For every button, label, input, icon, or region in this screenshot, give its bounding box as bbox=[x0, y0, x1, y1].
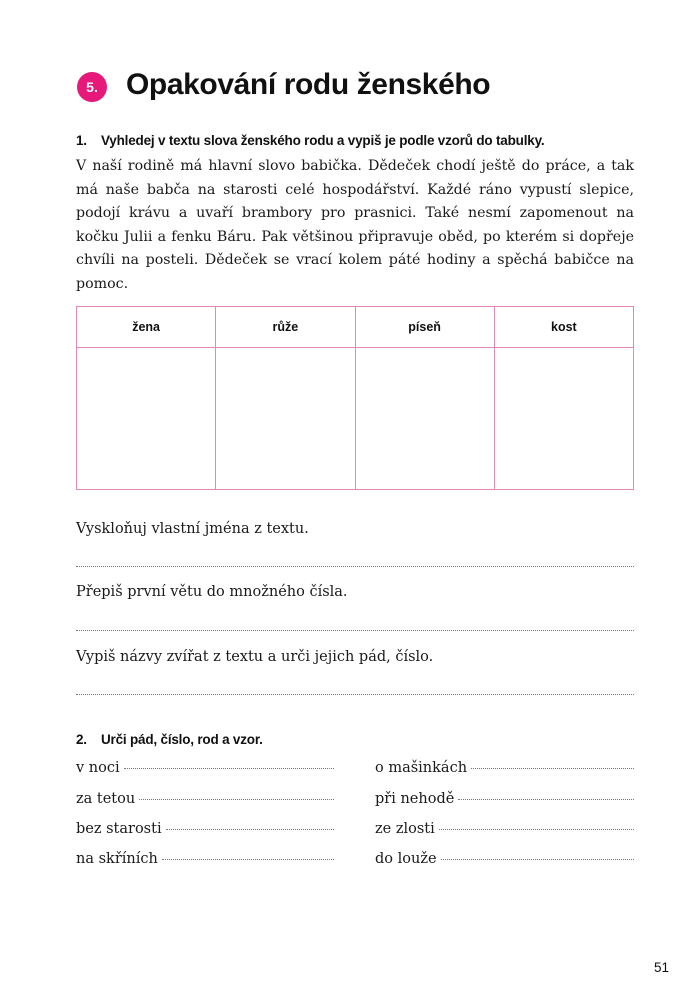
phrase-item[interactable] bbox=[76, 760, 334, 776]
answer-dots[interactable] bbox=[458, 799, 634, 800]
phrase-item[interactable] bbox=[76, 791, 334, 807]
answer-line-3[interactable] bbox=[76, 694, 634, 695]
phrase-label: ze zlosti bbox=[375, 821, 435, 837]
task2-number: 2. bbox=[76, 732, 87, 747]
question-3: Vypiš názvy zvířat z textu a urči jejich pád, číslo. bbox=[76, 649, 434, 665]
table-cell-ruze[interactable] bbox=[216, 348, 355, 490]
phrase-label: o mašinkách bbox=[375, 760, 468, 776]
task2-instruction: Urči pád, číslo, rod a vzor. bbox=[101, 732, 263, 747]
task1-heading bbox=[76, 133, 544, 148]
table-cell-kost[interactable] bbox=[494, 348, 633, 490]
phrase-item[interactable] bbox=[375, 760, 634, 776]
phrase-label: do louže bbox=[375, 851, 437, 867]
section-number-badge: 5. bbox=[77, 72, 107, 102]
phrase-item[interactable] bbox=[375, 821, 634, 837]
phrase-label: za tetou bbox=[76, 791, 136, 807]
phrase-label: na skříních bbox=[76, 851, 158, 867]
phrase-item[interactable] bbox=[76, 851, 334, 867]
phrase-label: bez starosti bbox=[76, 821, 162, 837]
question-1: Vyskloňuj vlastní jména z textu. bbox=[76, 521, 309, 537]
answer-line-2[interactable] bbox=[76, 630, 634, 631]
table-cell-pisen[interactable] bbox=[355, 348, 494, 490]
phrase-label: při nehodě bbox=[375, 791, 455, 807]
question-2: Přepiš první větu do množného čísla. bbox=[76, 584, 348, 600]
answer-dots[interactable] bbox=[441, 859, 634, 860]
table-cell-zena[interactable] bbox=[77, 348, 216, 490]
answer-dots[interactable] bbox=[162, 859, 334, 860]
table-header-zena: žena bbox=[77, 307, 216, 348]
table-header-ruze: růže bbox=[216, 307, 355, 348]
task1-instruction: Vyhledej v textu slova ženského rodu a vypiš je podle vzorů do tabulky. bbox=[101, 133, 545, 148]
task2-heading bbox=[76, 732, 263, 747]
answer-dots[interactable] bbox=[166, 829, 334, 830]
phrase-item[interactable] bbox=[76, 821, 334, 837]
answer-dots[interactable] bbox=[471, 768, 634, 769]
answer-dots[interactable] bbox=[124, 768, 334, 769]
phrase-item[interactable] bbox=[375, 851, 634, 867]
page-number: 51 bbox=[654, 960, 670, 975]
answer-line-1[interactable] bbox=[76, 566, 634, 567]
answer-dots[interactable] bbox=[139, 799, 334, 800]
page-title: Opakování rodu ženského bbox=[126, 68, 491, 101]
table-header-kost: kost bbox=[494, 307, 633, 348]
table-header-pisen: píseň bbox=[355, 307, 494, 348]
gender-pattern-table bbox=[76, 306, 634, 490]
task1-number: 1. bbox=[76, 133, 87, 148]
answer-dots[interactable] bbox=[439, 829, 634, 830]
task1-text: V naší rodině má hlavní slovo babička. Dědeček chodí ještě do práce, a tak má naše babča na starosti celé hospodářství. Každé ráno vypustí slepice, podojí krávu a uvaří brambory pro prasnici. Také nesmí zapomenout na kočku Julii a fenku Báru. Pak většinou připravuje oběd, po kterém si dopřeje chvíli na posteli. Dědeček se vrací kolem páté hodiny a spěchá babičce na pomoc. bbox=[76, 158, 634, 292]
phrase-item[interactable] bbox=[375, 791, 634, 807]
phrase-label: v noci bbox=[76, 760, 120, 776]
